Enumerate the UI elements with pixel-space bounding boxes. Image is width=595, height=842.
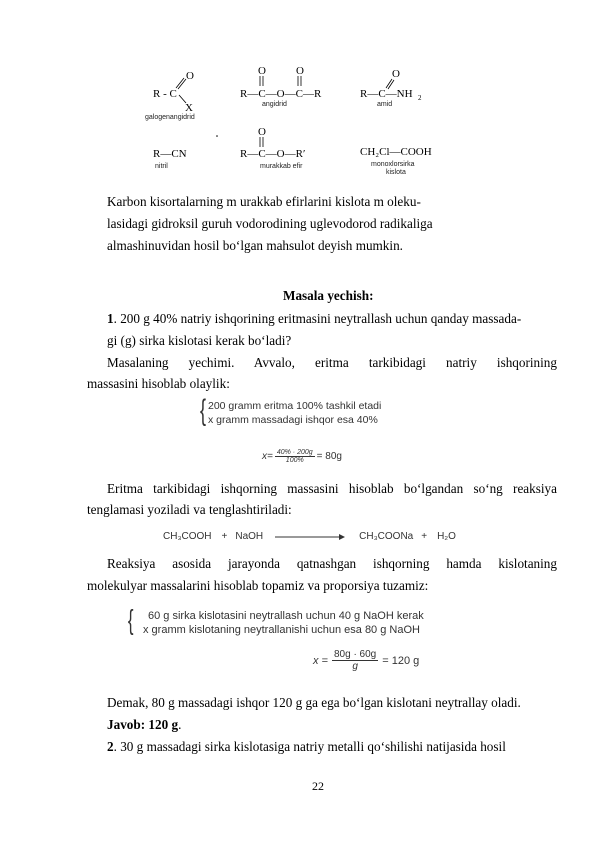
caption-monoxlorsirka: monoxlorsirka xyxy=(371,161,415,168)
reactant-acetic-acid: CH₃COOH xyxy=(163,531,212,542)
proportion-2-line-2: x gramm kislotaning neytrallanishi uchun esa 80 g NaOH xyxy=(143,624,420,636)
proportion-1-line-2: x gramm massadagi ishqor esa 40% xyxy=(208,414,378,426)
section-title: Masala yechish: xyxy=(283,288,374,303)
problem-1-statement xyxy=(107,311,521,327)
svg-text:X: X xyxy=(185,102,193,114)
calc-2-denominator: g xyxy=(352,661,358,672)
problem-1-text-2: gi (g) sirka kislotasi kerak bo‘ladi? xyxy=(107,333,292,348)
intro-line-3: almashinuvidan hosil bo‘lgan mahsulot deyish mumkin. xyxy=(107,238,403,253)
calc-1-lhs: x= xyxy=(262,451,273,462)
svg-text:R—C—O—R′: R—C—O—R′ xyxy=(240,148,306,160)
answer-period: . xyxy=(178,717,182,732)
proportion-1-brace: { xyxy=(200,394,207,427)
calc-2-result: = 120 g xyxy=(382,654,420,667)
calculation-1 xyxy=(262,449,342,464)
product-sodium-acetate: CH₃COONa xyxy=(359,531,414,542)
caption-amid: amid xyxy=(377,101,393,108)
middle-line-2: tenglamasi yoziladi va tenglashtiriladi: xyxy=(87,502,292,517)
problem-1-text-1: . 200 g 40% natriy ishqorining eritmasini neytrallash uchun qanday massada- xyxy=(113,311,522,326)
problem-2-text: . 30 g massadagi sirka kislotasiga natriy metalli qo‘shilishi natijasida hosil xyxy=(113,739,506,754)
reaction-equation xyxy=(163,531,456,542)
nitril-structure xyxy=(153,148,187,160)
svg-text:O: O xyxy=(258,65,266,77)
reaction-line-2: molekulyar massalarini hisoblab topamiz va proporsiya tuzamiz: xyxy=(87,578,429,593)
reaction-arrow-icon xyxy=(275,533,345,541)
proportion-2-brace: { xyxy=(127,604,134,635)
calculation-2 xyxy=(313,649,419,672)
solution-line-1: Masalaning yechimi. Avvalo, eritma tarkibidagi natriy ishqorining xyxy=(107,355,557,370)
reaction-plus-2: + xyxy=(421,531,428,542)
svg-text:R—CN: R—CN xyxy=(153,148,187,160)
murakkab-efir-structure xyxy=(240,126,305,160)
angidrid-structure xyxy=(240,65,322,100)
calc-1-fraction xyxy=(275,449,315,464)
calc-1-denominator: 100% xyxy=(285,457,304,464)
intro-line-2: lasidagi gidroksil guruh vodorodining uglevodorod radikaliga xyxy=(107,216,433,231)
reactant-naoh: NaOH xyxy=(235,531,264,542)
calc-1-result: = 80g xyxy=(316,451,342,462)
conclusion-line: Demak, 80 g massadagi ishqor 120 g ga ega bo‘lgan kislotani neytrallay oladi. xyxy=(107,695,521,710)
proportion-2-line-1: 60 g sirka kislotasini neytrallash uchun 40 g NaOH kerak xyxy=(148,610,424,622)
caption-angidrid: angidrid xyxy=(262,101,287,108)
problem-1-number: 1 xyxy=(107,311,114,326)
svg-text:O: O xyxy=(392,68,400,80)
page-number: 22 xyxy=(312,779,324,793)
answer-line xyxy=(107,717,181,733)
caption-galogenangidrid: galogenangidrid xyxy=(145,114,195,121)
svg-text:O: O xyxy=(296,65,304,77)
svg-text:O: O xyxy=(186,70,194,82)
calc-2-fraction xyxy=(332,649,378,672)
proportion-1-line-1: 200 gramm eritma 100% tashkil etadi xyxy=(208,400,382,412)
svg-text:R—C—NH: R—C—NH xyxy=(360,88,413,100)
calc-2-lhs: x = xyxy=(313,654,328,667)
problem-2-statement xyxy=(107,739,506,755)
reaction-plus-1: + xyxy=(221,531,228,542)
intro-line-1: Karbon kisortalarning m urakkab efirlarini kislota m oleku- xyxy=(107,194,421,209)
monoxlorsirka-formula: CH₂Cl—COOH xyxy=(360,146,432,158)
amid-structure xyxy=(360,68,422,102)
caption-kislota: kislota xyxy=(386,169,406,176)
svg-text:O: O xyxy=(258,126,266,138)
problem-2-number: 2 xyxy=(107,739,114,754)
galogenangidrid-structure xyxy=(153,70,194,114)
calc-2-numerator: 80g · 60g xyxy=(333,649,377,660)
solution-line-2: massasini hisoblab olaylik: xyxy=(87,376,230,391)
caption-murakkab-efir: murakkab efir xyxy=(260,163,303,170)
svg-text:2: 2 xyxy=(418,94,422,102)
product-water: H₂O xyxy=(437,531,456,542)
reaction-line-1: Reaksiya asosida jarayonda qatnashgan ishqorning hamda kislotaning xyxy=(107,556,557,571)
svg-text:R - C: R - C xyxy=(153,88,177,100)
caption-nitril: nitril xyxy=(155,163,168,170)
answer-text: Javob: 120 g xyxy=(107,717,179,732)
calc-1-numerator: 40% · 200g xyxy=(276,449,313,456)
svg-text:R—C—O—C—R: R—C—O—C—R xyxy=(240,88,322,100)
middle-line-1: Eritma tarkibidagi ishqorning massasini hisoblab bo‘lgandan so‘ng reaksiya xyxy=(107,481,557,496)
